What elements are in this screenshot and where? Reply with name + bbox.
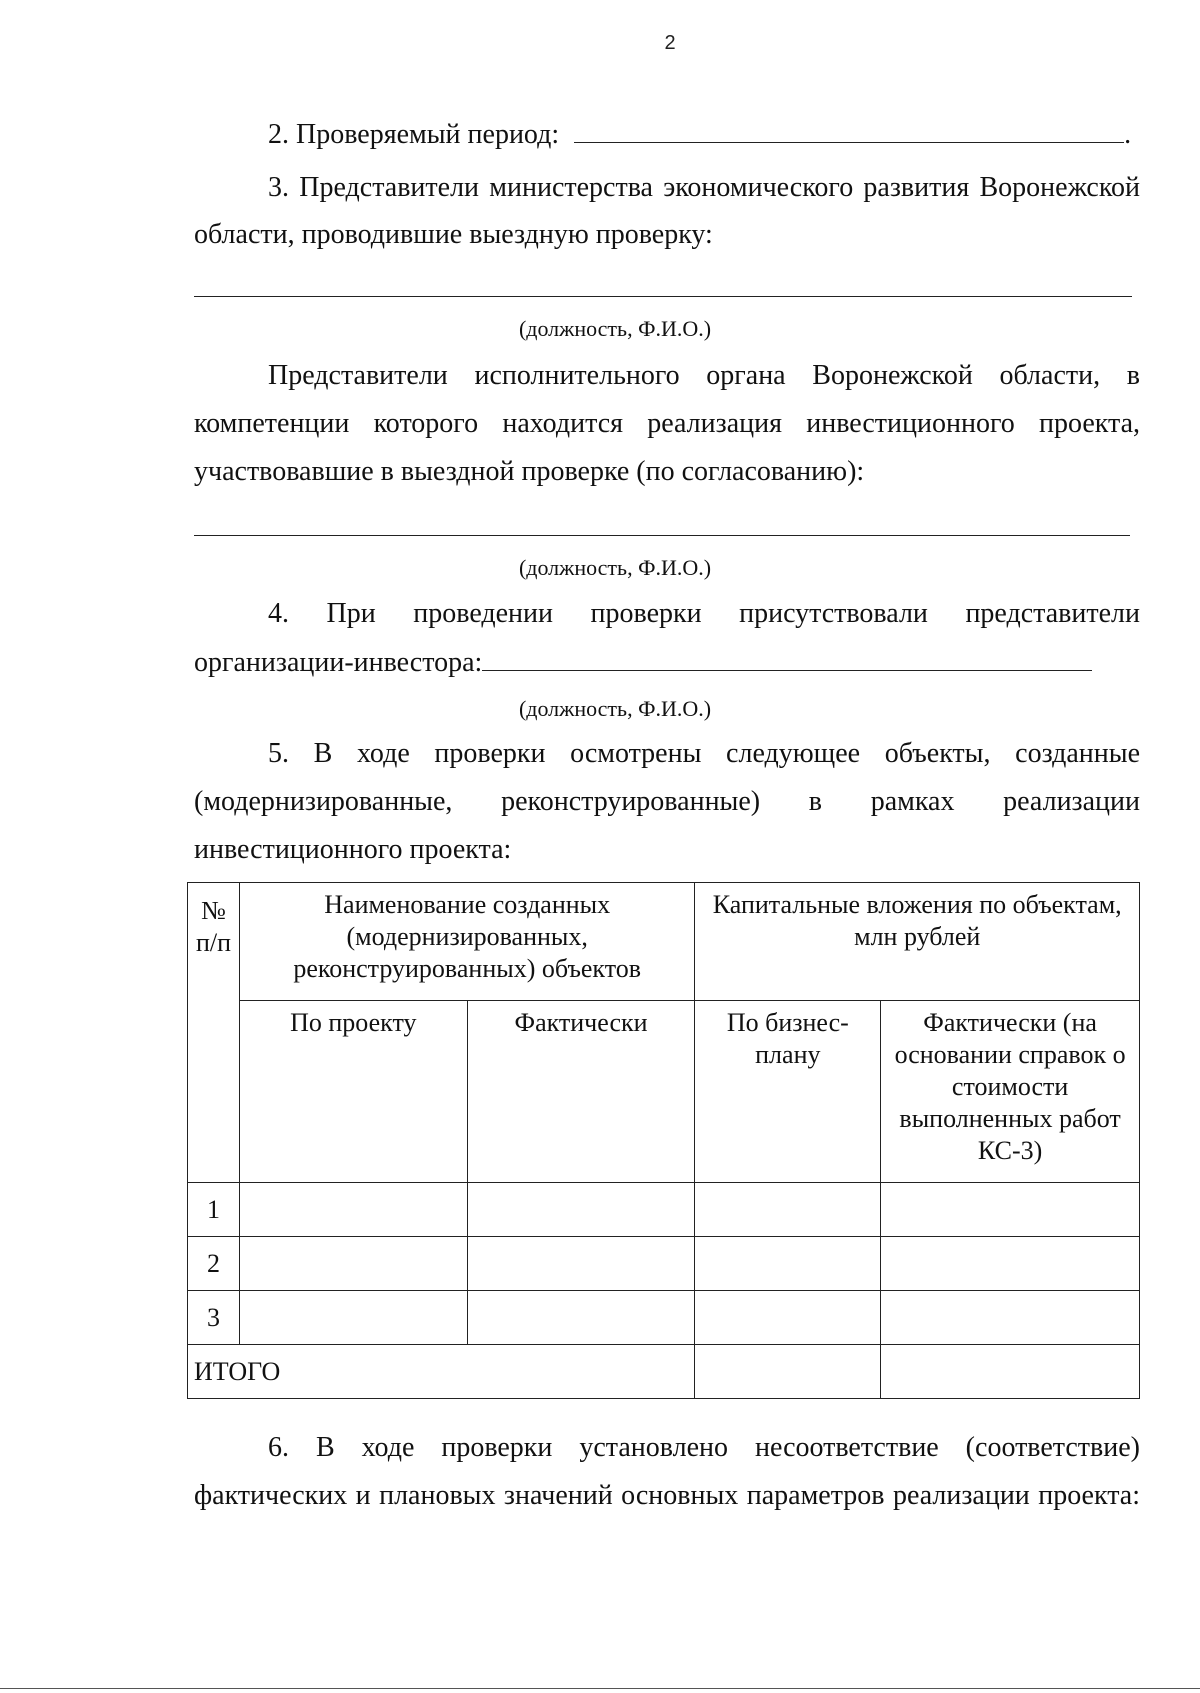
table-cell[interactable] <box>467 1183 695 1237</box>
total-row <box>188 1345 1140 1399</box>
col-header-capital: Капитальные вложения по объектам, млн рублей <box>695 883 1140 1001</box>
table-cell[interactable] <box>881 1291 1140 1345</box>
table-cell[interactable] <box>239 1237 467 1291</box>
item-5-line-2: (модернизированные, реконструированные) в рамках реализации <box>194 786 1140 817</box>
item-4-line-2 <box>194 646 1092 679</box>
col-header-names: Наименование созданных (модернизированных, реконструированных) объектов <box>239 883 694 1001</box>
ministry-reps-caption: (должность, Ф.И.О.) <box>518 316 712 341</box>
item-3-line-1: 3. Представители министерства экономического развития Воронежской <box>268 172 1140 203</box>
period-blank[interactable] <box>574 118 1124 143</box>
table-cell[interactable] <box>695 1183 881 1237</box>
row-number: 1 <box>188 1183 240 1237</box>
total-label: ИТОГО <box>188 1345 695 1399</box>
sub-header-actual-ks3: Фактически (на основании справок о стоимости выполненных работ КС-3) <box>881 1001 1140 1183</box>
executive-reps-caption: (должность, Ф.И.О.) <box>518 555 712 580</box>
table-row <box>188 1291 1140 1345</box>
table-row <box>188 1237 1140 1291</box>
total-business-plan-cell[interactable] <box>695 1345 881 1399</box>
table-row <box>188 1183 1140 1237</box>
item-4-label: организации-инвестора: <box>194 647 483 678</box>
col-header-number: № п/п <box>188 883 240 1183</box>
item-3-line-2: области, проводившие выездную проверку: <box>194 219 713 250</box>
table-cell[interactable] <box>695 1237 881 1291</box>
item-2 <box>268 118 1131 151</box>
table-cell[interactable] <box>881 1237 1140 1291</box>
investor-reps-caption: (должность, Ф.И.О.) <box>518 696 712 721</box>
objects-table <box>187 882 1140 1399</box>
item-2-end: . <box>1124 119 1132 150</box>
reps-line-2: компетенции которого находится реализация инвестиционного проекта, <box>194 408 1140 439</box>
item-5-line-1: 5. В ходе проверки осмотрены следующее объекты, созданные <box>268 738 1140 769</box>
item-5-line-3: инвестиционного проекта: <box>194 834 512 865</box>
table-cell[interactable] <box>467 1237 695 1291</box>
sub-header-business-plan: По бизнес-плану <box>695 1001 881 1183</box>
total-actual-cell[interactable] <box>881 1345 1140 1399</box>
row-number: 2 <box>188 1237 240 1291</box>
sub-header-actual: Фактически <box>467 1001 695 1183</box>
reps-line-3: участвовавшие в выездной проверке (по согласованию): <box>194 456 865 487</box>
table-cell[interactable] <box>695 1291 881 1345</box>
sub-header-project: По проекту <box>239 1001 467 1183</box>
page-number: 2 <box>664 32 676 54</box>
ministry-reps-blank[interactable] <box>194 296 1132 297</box>
item-6-line-2: фактических и плановых значений основных параметров реализации проекта: <box>194 1480 1140 1511</box>
table-cell[interactable] <box>881 1183 1140 1237</box>
executive-reps-blank[interactable] <box>194 535 1130 536</box>
table-cell[interactable] <box>239 1291 467 1345</box>
table-cell[interactable] <box>239 1183 467 1237</box>
page-edge-line <box>0 1688 1200 1689</box>
item-6-line-1: 6. В ходе проверки установлено несоответствие (соответствие) <box>268 1432 1140 1463</box>
table-cell[interactable] <box>467 1291 695 1345</box>
row-number: 3 <box>188 1291 240 1345</box>
item-2-label: 2. Проверяемый период: <box>268 119 560 150</box>
investor-reps-blank[interactable] <box>482 646 1092 671</box>
reps-line-1: Представители исполнительного органа Воронежской области, в <box>268 360 1140 391</box>
item-4-line-1: 4. При проведении проверки присутствовали представители <box>268 598 1140 629</box>
